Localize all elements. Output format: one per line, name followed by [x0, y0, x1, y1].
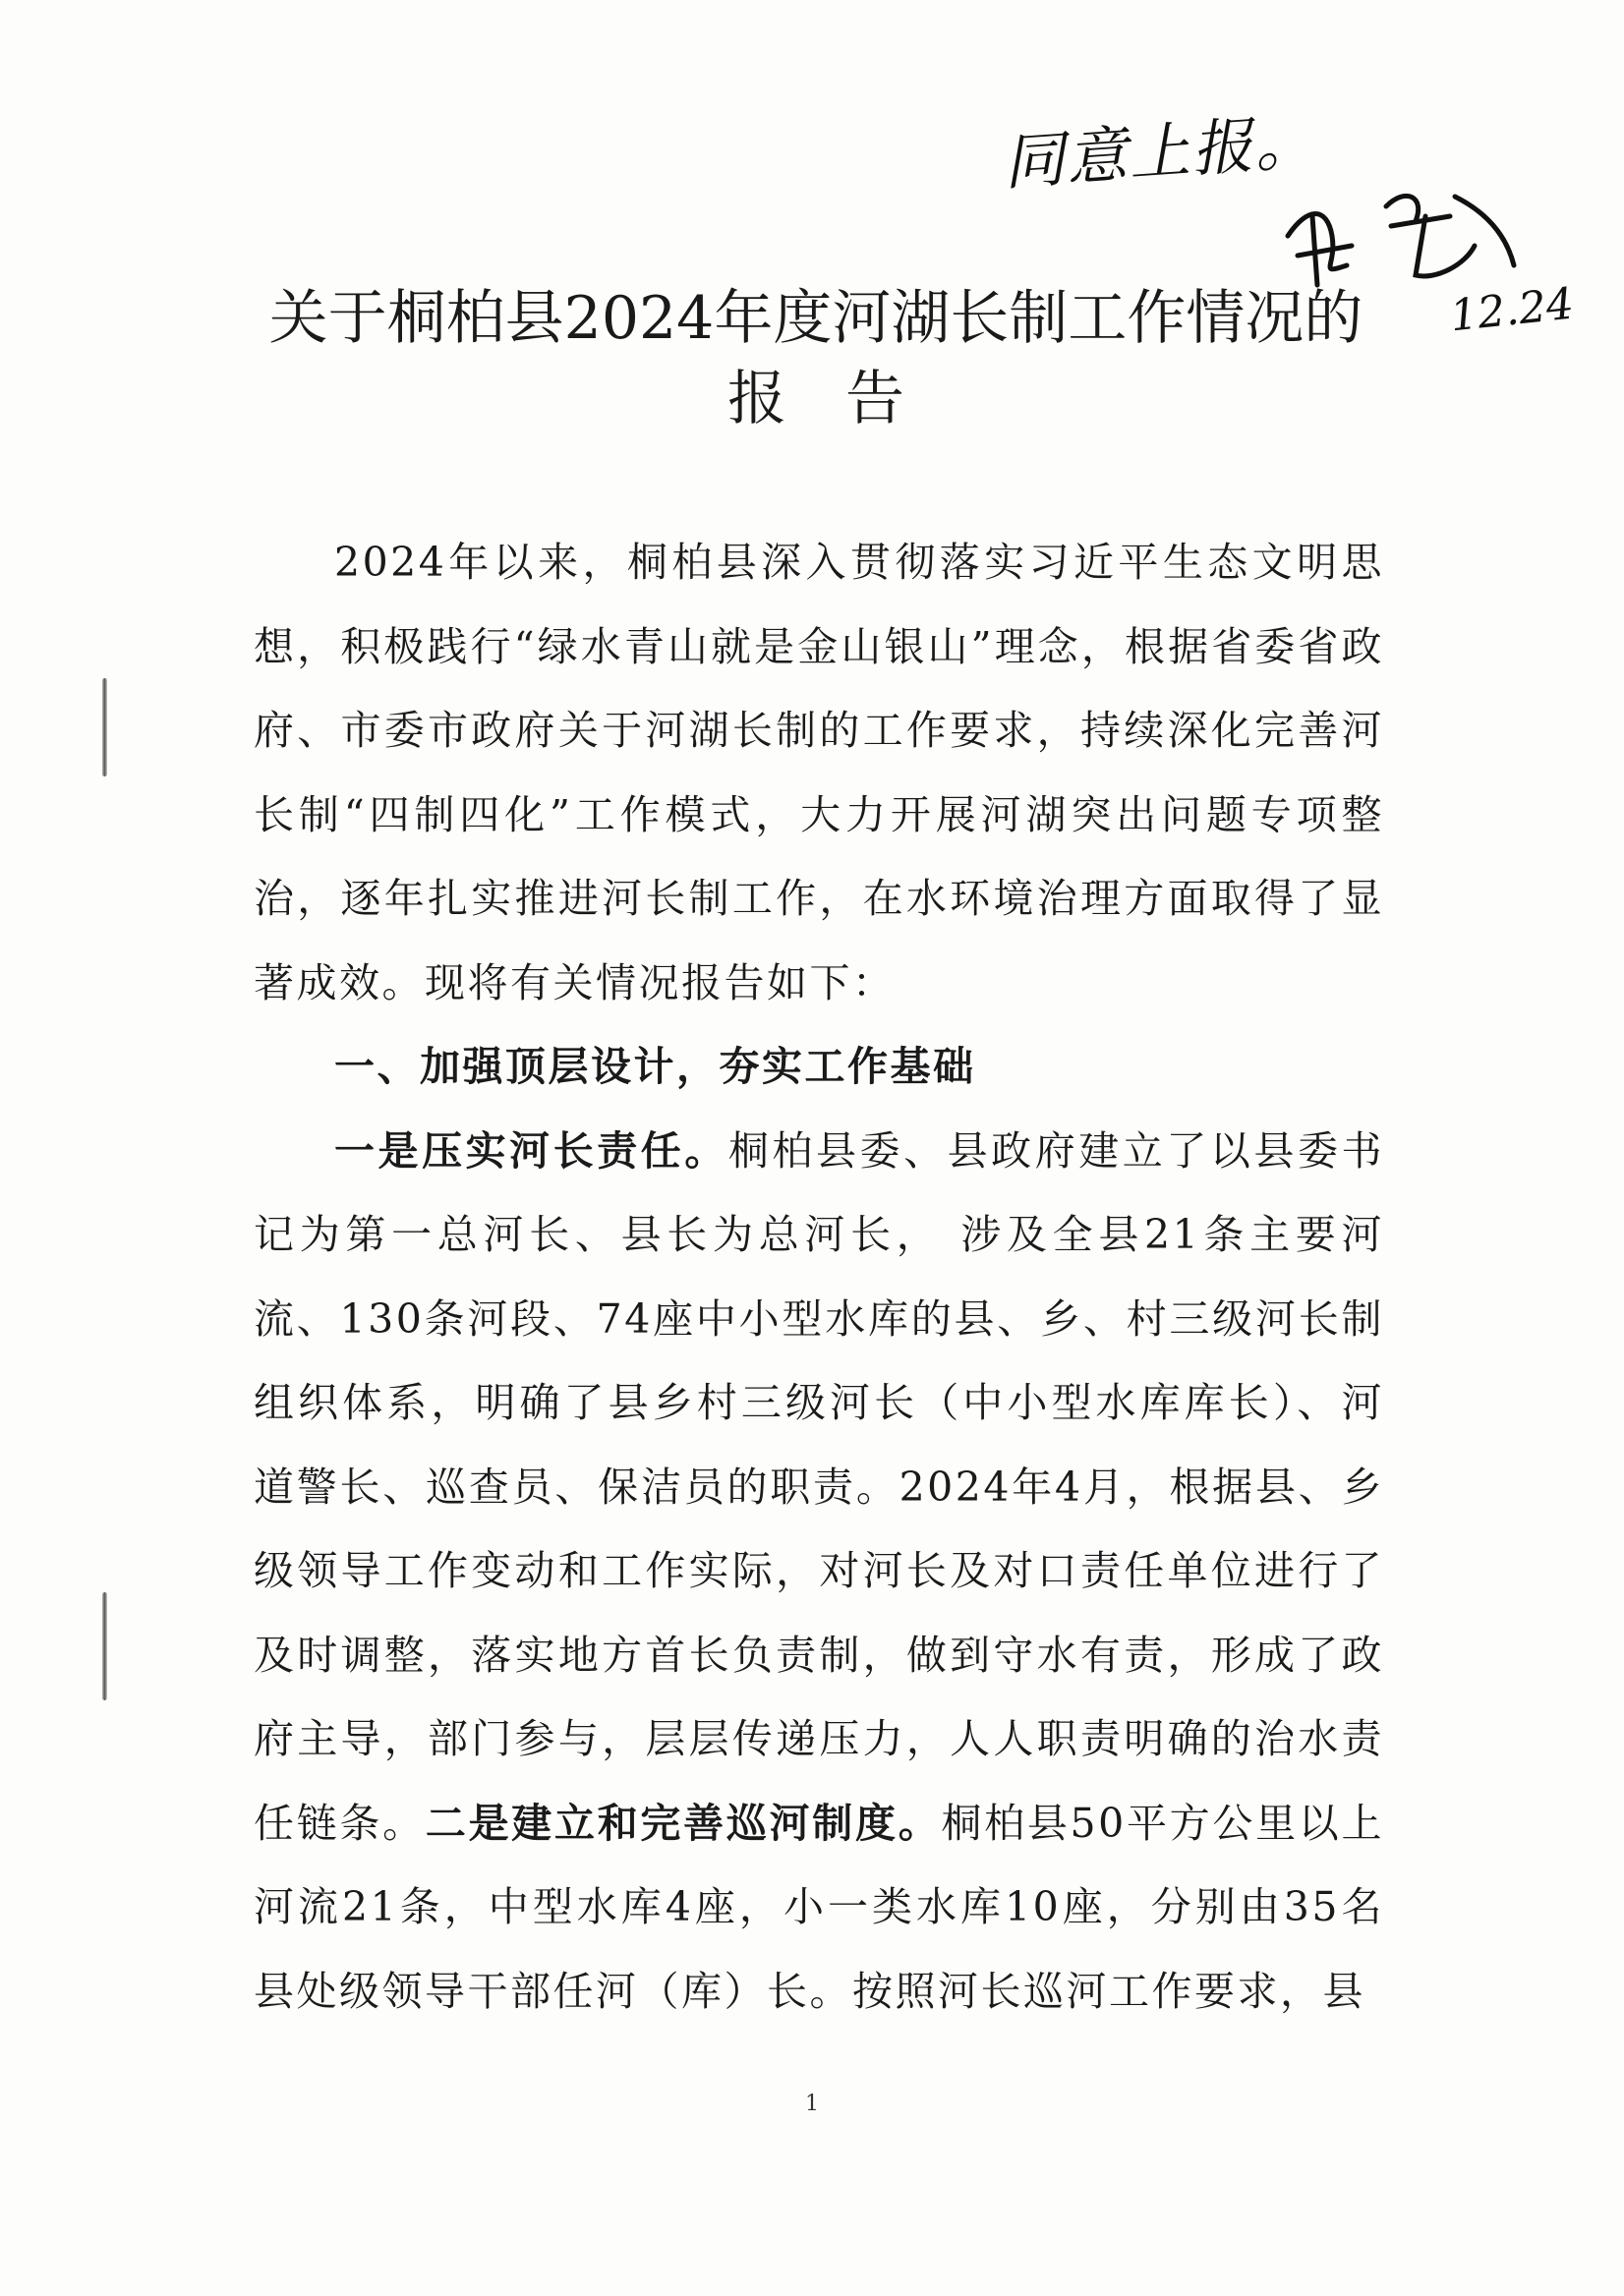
page-number: 1	[805, 2092, 819, 2116]
staple-mark	[102, 678, 107, 776]
document-body	[254, 521, 1384, 2034]
section-heading	[254, 1025, 1384, 1110]
section1-heading: 一、加强顶层设计，夯实工作基础	[334, 1043, 976, 1090]
section1-paragraph	[254, 1110, 1384, 2035]
point1-lead: 一是压实河长责任。	[334, 1126, 728, 1175]
point1-text: 桐柏县委、县政府建立了以县委书记为第一总河长、县长为总河长， 涉及全县21条主要河流、130条河段、74座中小型水库的县、乡、村三级河长制组织体系，明确了县乡村三级河长（中小型水库库长）、河道警长、巡查员、保洁员的职责。2024年4月，根据县、乡级领导工作变动和工作实际，对河长及对口责任单位进行了及时调整，落实地方首长负责制，做到守水有责，形成了政府主导，部门参与，层层传递压力，人人职责明确的治水责任链条。	[254, 1126, 1384, 1847]
point2-lead: 二是建立和完善巡河制度。	[425, 1799, 942, 1847]
point2-text: 桐柏县50平方公里以上河流21条，中型水库4座，小一类水库10座，分别由35名县处级领导干部任河（库）长。按照河长巡河工作要求，县	[254, 1799, 1385, 2015]
intro-paragraph: 2024年以来，桐柏县深入贯彻落实习近平生态文明思想，积极践行“绿水青山就是金山银山”理念，根据省委省政府、市委市政府关于河湖长制的工作要求，持续深化完善河长制“四制四化”工作模式，大力开展河湖突出问题专项整治，逐年扎实推进河长制工作，在水环境治理方面取得了显著成效。现将有关情况报告如下：	[254, 539, 1384, 1006]
document-title-line1: 关于桐柏县2024年度河湖长制工作情况的	[268, 284, 1363, 353]
handwritten-date: 12.24	[1447, 278, 1577, 342]
staple-mark	[102, 1592, 107, 1700]
handwritten-signature	[1278, 167, 1534, 295]
handwritten-approval-note: 同意上报。	[1001, 104, 1320, 200]
document-title-line2: 报告	[727, 365, 963, 433]
